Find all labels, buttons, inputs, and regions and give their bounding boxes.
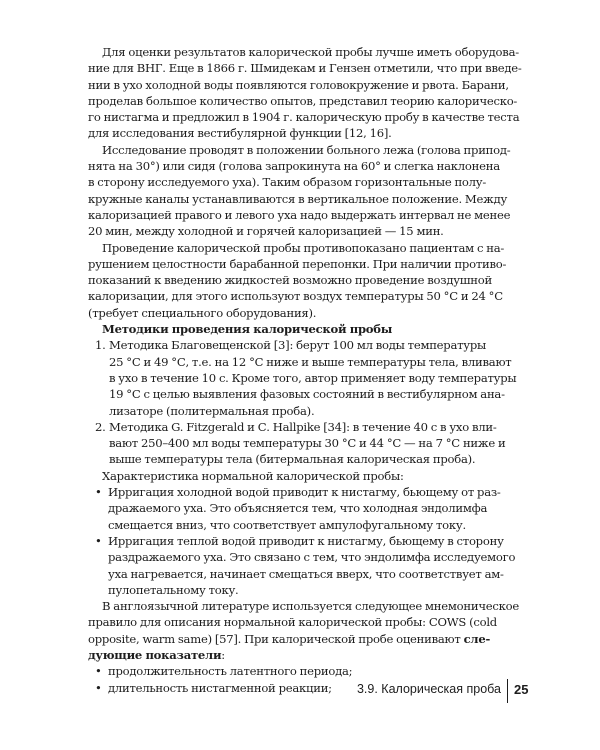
- text-line: Исследование проводят в положении больного лежа (голова припод-: [102, 142, 511, 157]
- paragraph-mnemonic: [88, 598, 519, 663]
- text-line: opposite, warm same) [57]. При калорической пробе оценивают: [88, 631, 464, 646]
- text-line: Ирригация холодной водой приводит к нистагму, бьющему от раз-: [108, 485, 501, 500]
- bullet-icon: •: [95, 485, 102, 500]
- text-line: 19 °С с целью выявления фазовых состояний в вестибулярном ана-: [109, 387, 505, 402]
- characteristics-list: [88, 484, 516, 598]
- text-line: дражаемого уха. Это объясняется тем, что холодная эндолимфа: [108, 501, 488, 516]
- paragraph-contraindications: [88, 240, 516, 321]
- text-line: Методика G. Fitzgerald и С. Hallpike [34]: в течение 40 с в ухо вли-: [109, 419, 497, 434]
- bullet-icon: •: [95, 533, 102, 548]
- list-number: 2.: [95, 419, 106, 434]
- text-line: раздражаемого уха. Это связано с тем, что эндолимфа исследуемого: [108, 550, 516, 565]
- text-line: 20 мин, между холодной и горячей калоризацией — 15 мин.: [88, 224, 444, 239]
- text-line: нии в ухо холодной воды появляются головокружение и рвота. Барани,: [88, 77, 509, 92]
- text-line: калоризации, для этого используют воздух температуры 50 °С и 24 °С: [88, 289, 503, 304]
- page-footer: [0, 679, 600, 703]
- footer-divider: [507, 679, 508, 703]
- text-line: вают 250–400 мл воды температуры 30 °С и 44 °С — на 7 °С ниже и: [109, 436, 506, 451]
- text-line: показаний к введению жидкостей возможно проведение воздушной: [88, 273, 492, 288]
- text-line: калоризацией правого и левого уха надо выдержать интервал не менее: [88, 207, 511, 222]
- bullet-icon: •: [95, 664, 102, 679]
- list-item: [88, 337, 516, 418]
- page-body: [88, 44, 522, 696]
- text-line: смещается вниз, что соответствует ампулофугальному току.: [108, 517, 466, 532]
- running-title: 3.9. Калорическая проба: [356, 682, 501, 696]
- text-line: Методика Благовещенской [3]: берут 100 мл воды температуры: [109, 338, 487, 353]
- paragraph-procedure: [88, 142, 516, 240]
- list-item: [88, 533, 516, 598]
- bold-text: сле-: [463, 631, 491, 646]
- text-line: Проведение калорической пробы противопоказано пациентам с на-: [102, 240, 505, 255]
- text-line: Ирригация теплой водой приводит к нистагму, бьющему в сторону: [108, 533, 504, 548]
- text-line: выше температуры тела (битермальная калорическая проба).: [109, 452, 476, 467]
- bullet-icon: •: [95, 680, 102, 695]
- text-line: уха нагревается, начинает смещаться вверх, что соответствует ам-: [108, 566, 504, 581]
- characteristic-intro: Характеристика нормальной калорической пробы:: [102, 468, 404, 483]
- text-line: нята на 30°) или сидя (голова запрокинута на 60° и слегка наклонена: [88, 159, 500, 174]
- text-line: рушением целостности барабанной перепонки. При наличии противо-: [88, 256, 507, 271]
- paragraph-history: [88, 44, 522, 142]
- text-line: пулопетальному току.: [108, 582, 239, 597]
- bold-text: дующие показатели: [88, 647, 222, 662]
- text-line: лизаторе (политермальная проба).: [109, 403, 315, 418]
- text-line: проделав большое количество опытов, представил теорию калорическо-: [88, 93, 518, 108]
- text-line: продолжительность латентного периода;: [108, 664, 353, 679]
- list-number: 1.: [95, 338, 106, 353]
- text-line: правило для описания нормальной калорической пробы: COWS (cold: [88, 615, 497, 630]
- list-item: [88, 484, 516, 533]
- text-line: кружные каналы устанавливаются в вертикальное положение. Между: [88, 191, 508, 206]
- methods-list: [88, 337, 516, 467]
- text-line: 25 °С и 49 °С, т.е. на 12 °С ниже и выше температуры тела, вливают: [109, 354, 512, 369]
- list-item: [88, 663, 516, 679]
- text-line: го нистагма и предложил в 1904 г. калорическую пробу в качестве теста: [88, 110, 520, 125]
- text-line: ние для ВНГ. Еще в 1866 г. Шмидекам и Гензен отметили, что при введе-: [88, 61, 522, 76]
- text-line: Для оценки результатов калорической пробы лучше иметь оборудова-: [102, 45, 519, 59]
- text-line: В англоязычной литературе используется следующее мнемоническое: [102, 599, 519, 614]
- text-line: :: [221, 647, 225, 662]
- text-line: для исследования вестибулярной функции [12, 16].: [88, 126, 392, 141]
- methods-heading: Методики проведения калорической пробы: [102, 322, 393, 337]
- text-line: в ухо в течение 10 с. Кроме того, автор применяет воду температуры: [109, 370, 517, 385]
- text-line: (требует специального оборудования).: [88, 305, 317, 320]
- list-item: [88, 419, 516, 468]
- text-line: длительность нистагменной реакции;: [108, 680, 332, 695]
- text-line: в сторону исследуемого уха). Таким образом горизонтальные полу-: [88, 175, 487, 190]
- page-number: 25: [514, 682, 529, 697]
